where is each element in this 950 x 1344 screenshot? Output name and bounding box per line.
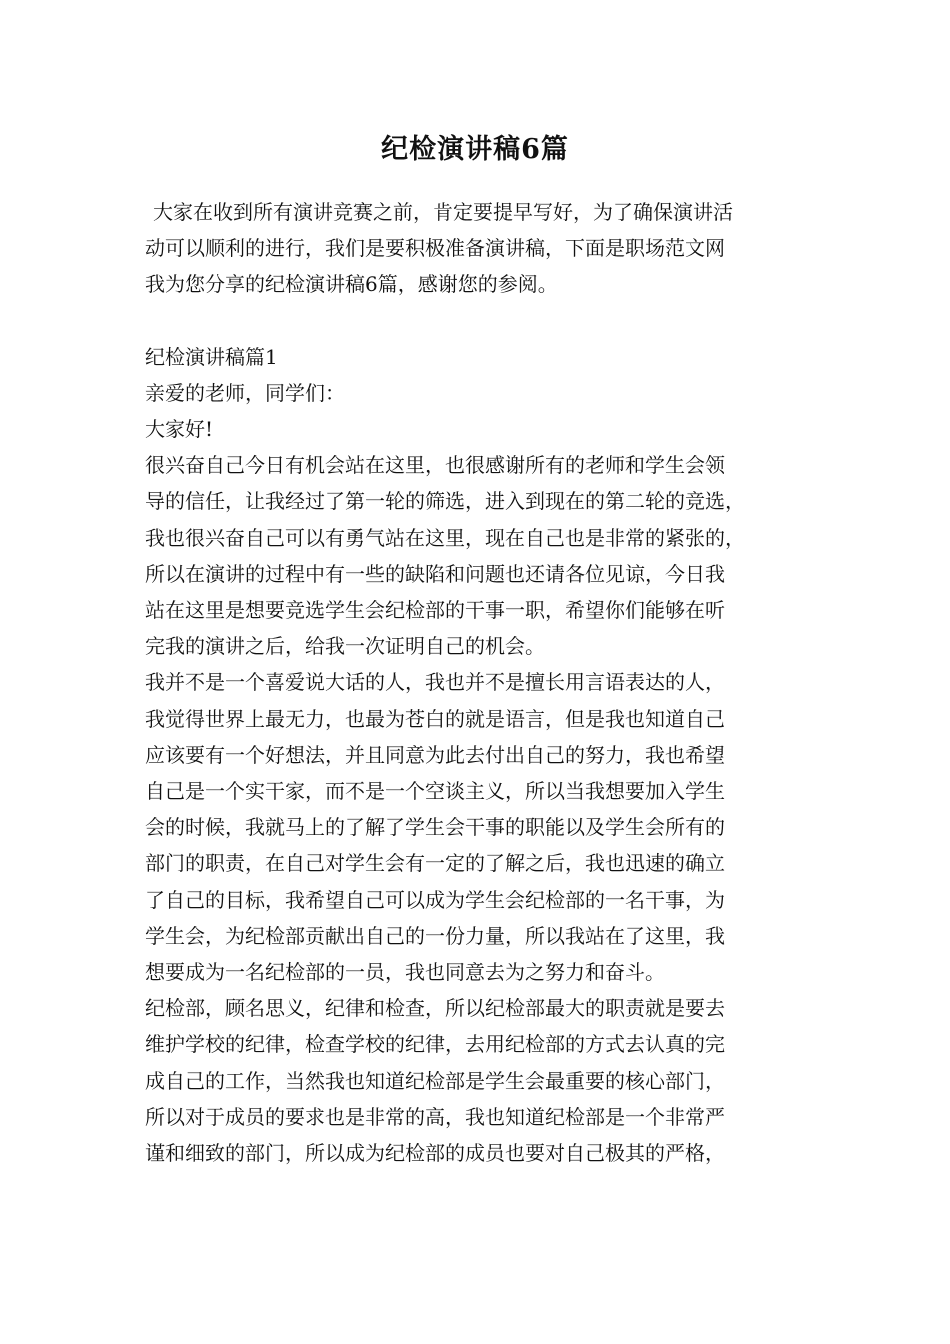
text-line: 会的时候，我就马上的了解了学生会干事的职能以及学生会所有的 — [145, 815, 725, 840]
intro-line: 动可以顺利的进行，我们是要积极准备演讲稿，下面是职场范文网 — [145, 236, 725, 261]
text-line: 学生会，为纪检部贡献出自己的一份力量，所以我站在了这里，我 — [145, 923, 725, 948]
text-line: 我并不是一个喜爱说大话的人，我也并不是擅长用言语表达的人， — [145, 670, 725, 695]
intro-paragraph — [145, 194, 825, 303]
text-line: 了自己的目标，我希望自己可以成为学生会纪检部的一名干事，为 — [145, 887, 725, 912]
text-line: 所以对于成员的要求也是非常的高，我也知道纪检部是一个非常严 — [145, 1104, 725, 1129]
text-line: 应该要有一个好想法，并且同意为此去付出自己的努力，我也希望 — [145, 742, 725, 767]
paragraph-gap — [145, 303, 825, 339]
greeting: 大家好! — [145, 417, 214, 442]
text-line: 维护学校的纪律，检查学校的纪律，去用纪检部的方式去认真的完 — [145, 1032, 725, 1057]
text-line: 想要成为一名纪检部的一员，我也同意去为之努力和奋斗。 — [145, 960, 665, 985]
text-line: 自己是一个实干家，而不是一个空谈主义，所以当我想要加入学生 — [145, 779, 725, 804]
body-paragraph-2 — [145, 664, 825, 990]
document-body — [145, 194, 825, 1171]
text-line: 我也很兴奋自己可以有勇气站在这里，现在自己也是非常的紧张的， — [145, 525, 745, 550]
text-line: 我觉得世界上最无力，也最为苍白的就是语言，但是我也知道自己 — [145, 706, 725, 731]
text-line: 成自己的工作，当然我也知道纪检部是学生会最重要的核心部门， — [145, 1068, 725, 1093]
body-paragraph-3 — [145, 990, 825, 1171]
text-line: 部门的职责，在自己对学生会有一定的了解之后，我也迅速的确立 — [145, 851, 725, 876]
text-line: 导的信任，让我经过了第一轮的筛选，进入到现在的第二轮的竞选， — [145, 489, 745, 514]
text-line: 很兴奋自己今日有机会站在这里，也很感谢所有的老师和学生会领 — [145, 453, 725, 478]
intro-line: 我为您分享的纪检演讲稿6篇，感谢您的参阅。 — [145, 272, 558, 297]
text-line: 所以在演讲的过程中有一些的缺陷和问题也还请各位见谅，今日我 — [145, 561, 725, 586]
document-title: 纪检演讲稿6篇 — [381, 134, 569, 165]
salutation: 亲爱的老师，同学们： — [145, 380, 345, 405]
intro-line: 大家在收到所有演讲竞赛之前，肯定要提早写好，为了确保演讲活 — [153, 200, 733, 224]
text-line: 完我的演讲之后，给我一次证明自己的机会。 — [145, 634, 545, 659]
section-heading: 纪检演讲稿篇1 — [145, 344, 278, 369]
body-paragraph-1 — [145, 447, 825, 664]
text-line: 谨和细致的部门，所以成为纪检部的成员也要对自己极其的严格， — [145, 1141, 725, 1166]
text-line: 站在这里是想要竞选学生会纪检部的干事一职，希望你们能够在听 — [145, 598, 725, 623]
text-line: 纪检部，顾名思义，纪律和检查，所以纪检部最大的职责就是要去 — [145, 996, 725, 1021]
